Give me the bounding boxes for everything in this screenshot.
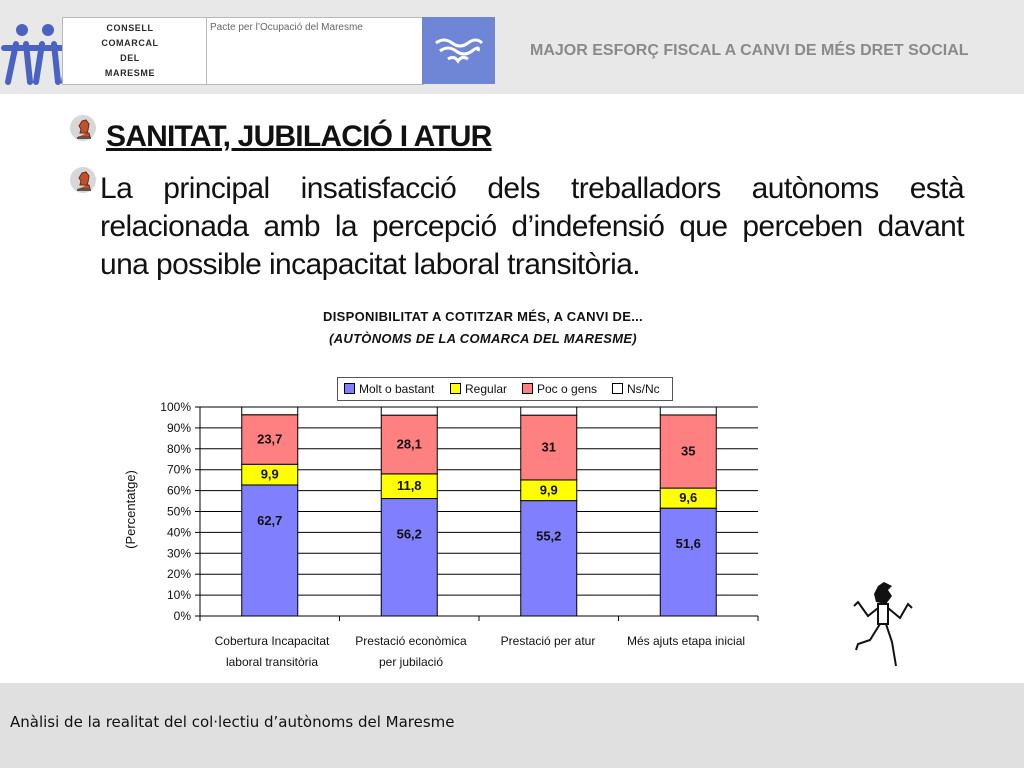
x-label-line: per jubilació <box>378 655 444 669</box>
data-label: 9,9 <box>539 482 558 498</box>
y-tick-label: 100% <box>160 400 191 414</box>
header-title: MAJOR ESFORÇ FISCAL A CANVI DE MÉS DRET SOCIAL <box>530 42 969 59</box>
x-label-line: Cobertura Incapacitat <box>214 634 330 648</box>
chart-title: DISPONIBILITAT A COTITZAR MÉS, A CANVI DE... <box>323 309 643 324</box>
bar-segment <box>660 508 716 616</box>
x-category-label <box>197 631 347 673</box>
x-label-line: Prestació per atur <box>500 634 596 648</box>
data-label: 56,2 <box>396 526 422 542</box>
data-label: 51,6 <box>675 536 701 552</box>
bar-segment <box>381 499 437 616</box>
x-label-line: laboral transitòria <box>225 655 319 669</box>
bar-segment <box>242 407 298 415</box>
x-category-label <box>611 631 761 652</box>
brand-line: COMARCAL <box>101 38 159 48</box>
brand-line: CONSELL <box>106 23 154 33</box>
pacte-label: Pacte per l’Ocupació del Maresme <box>210 22 363 33</box>
x-label-line: Més ajuts etapa inicial <box>626 634 746 648</box>
y-tick-label: 30% <box>166 546 191 561</box>
x-label-line: Prestació econòmica <box>355 634 467 648</box>
data-label: 23,7 <box>257 431 283 447</box>
x-category-label <box>473 631 623 652</box>
x-category-label <box>336 631 486 673</box>
bar-segment <box>660 407 716 415</box>
y-tick-label: 80% <box>166 441 191 456</box>
legend-label: Molt o bastant <box>359 382 435 396</box>
y-axis-title: (Percentatge) <box>122 470 138 549</box>
data-label: 62,7 <box>257 512 283 528</box>
bar-segment <box>521 407 577 415</box>
data-label: 55,2 <box>536 528 562 544</box>
legend-label: Poc o gens <box>537 382 598 396</box>
data-label: 28,1 <box>396 436 422 452</box>
bar-segment <box>381 407 437 415</box>
bar-segment <box>521 501 577 616</box>
data-label: 31 <box>541 439 556 455</box>
data-label: 35 <box>681 443 696 459</box>
y-tick-label: 90% <box>166 420 191 435</box>
y-tick-label: 40% <box>166 525 191 540</box>
data-label: 9,6 <box>679 490 698 506</box>
y-tick-label: 20% <box>166 567 191 582</box>
data-label: 11,8 <box>396 478 422 494</box>
y-tick-label: 70% <box>166 462 191 477</box>
brand-line: DEL <box>120 53 140 63</box>
chart-subtitle: (AUTÒNOMS DE LA COMARCA DEL MARESME) <box>329 331 637 346</box>
y-tick-label: 0% <box>173 609 191 623</box>
bar-segment <box>242 485 298 616</box>
footer-text: Anàlisi de la realitat del col·lectiu d’autònoms del Maresme <box>10 713 455 731</box>
brand-line: MARESME <box>104 68 156 78</box>
legend-label: Ns/Nc <box>627 382 660 396</box>
y-tick-label: 60% <box>166 483 191 498</box>
y-tick-label: 50% <box>166 504 191 519</box>
slide-paragraph: La principal insatisfacció dels treballadors autònoms està relacionada amb la percepció d’indefensió que perceben davant una possible incapacitat laboral transitòria. <box>100 172 964 281</box>
data-label: 9,9 <box>260 466 279 482</box>
slide-heading: SANITAT, JUBILACIÓ I ATUR <box>106 120 492 153</box>
y-tick-label: 10% <box>166 588 191 603</box>
legend-label: Regular <box>465 382 508 396</box>
stick-figure-icon <box>848 580 918 672</box>
